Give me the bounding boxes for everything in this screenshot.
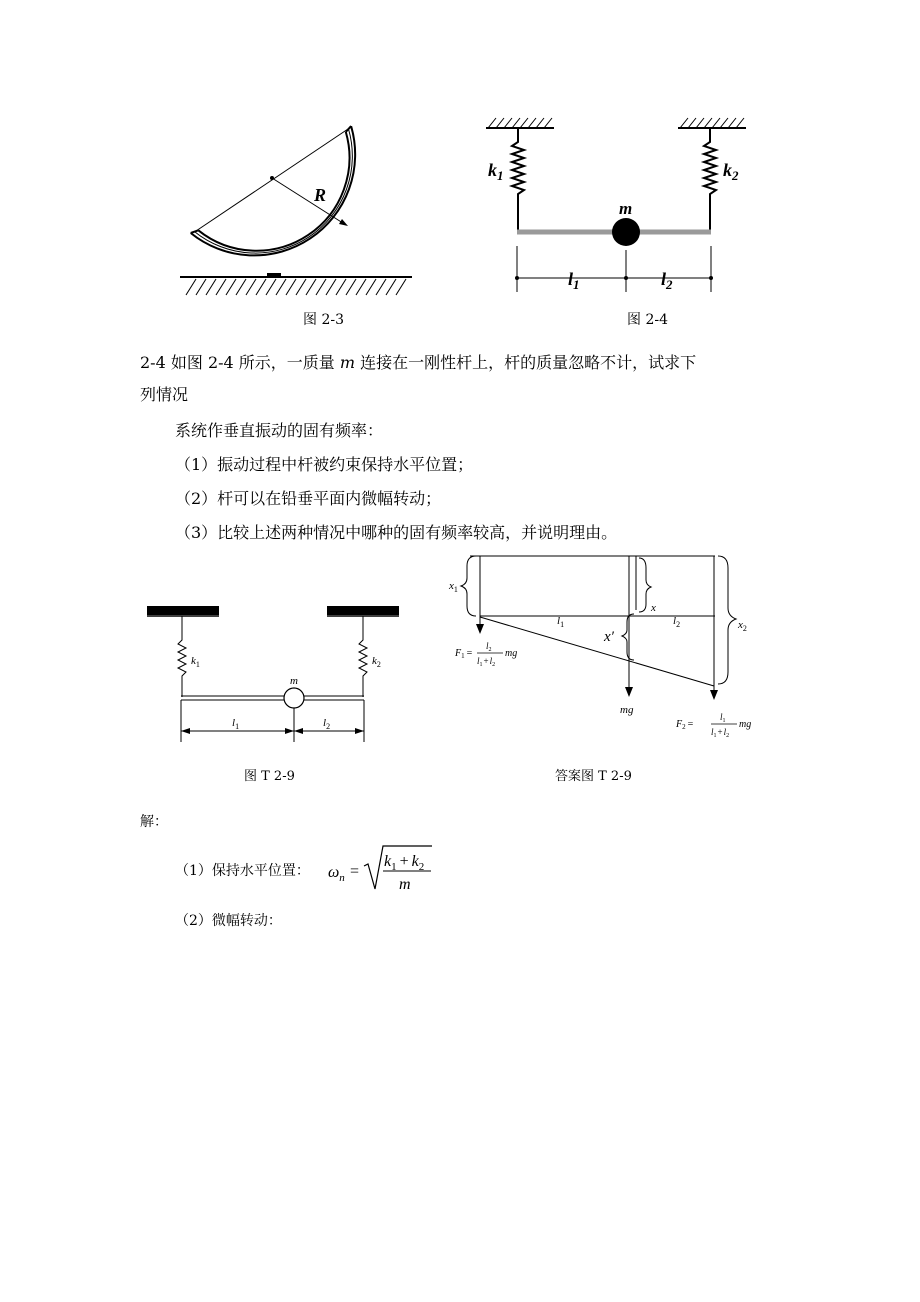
aft-label-mg: mg: [620, 704, 634, 716]
ft29-label-m: m: [290, 675, 298, 687]
problem-item-3: （3）比较上述两种情况中哪种的固有频率较高，并说明理由。: [175, 523, 618, 542]
aft-label-l1: $l_1$: [557, 615, 565, 629]
problem-line-3: 系统作垂直振动的固有频率：: [175, 421, 384, 440]
solution-item-1-label: （1）保持水平位置：: [175, 863, 310, 879]
aft-caption: 答案图 T 2-9: [555, 769, 632, 784]
fig24-label-l2: $l_2$: [661, 269, 673, 292]
problem-item-1: （1）振动过程中杆被约束保持水平位置；: [175, 455, 474, 474]
fig24-label-m: m: [619, 199, 633, 218]
formula-equals: =: [350, 863, 360, 880]
problem-item-2: （2）杆可以在铅垂平面内微幅转动；: [175, 489, 442, 508]
ft29-label-k2: $k_2$: [372, 655, 381, 669]
fig24-caption: 图 2-4: [627, 312, 668, 328]
solution-heading: 解：: [140, 814, 168, 830]
fig23-caption: 图 2-3: [303, 312, 344, 328]
aft-F1-lhs: $F_1$ =: [455, 648, 473, 660]
ft29-caption: 图 T 2-9: [244, 769, 295, 784]
aft-F1-den: $l_1+l_2$: [477, 656, 496, 668]
ft29-label-k1: $k_1$: [191, 655, 200, 669]
aft-label-x2: $x_2$: [738, 619, 747, 633]
fig24-label-l1: $l_1$: [568, 269, 580, 292]
aft-label-x1: $x_1$: [449, 580, 458, 594]
aft-label-x-prime: x′: [604, 629, 614, 645]
aft-F2-den: $l_1+l_2$: [711, 727, 730, 739]
aft-label-l2: $l_2$: [673, 615, 681, 629]
ft29-label-l2: $l_2$: [323, 717, 331, 731]
problem-mass-symbol: m: [339, 353, 356, 372]
aft-F1-num: $l_2$: [486, 641, 492, 653]
problem-line-2: 列情况: [140, 385, 189, 404]
solution-item-2-label: （2）微幅转动：: [175, 913, 282, 929]
fig24-label-k2: $k_2$: [723, 160, 739, 183]
aft-F2-suffix: mg: [739, 719, 752, 730]
aft-F2-num: $l_1$: [720, 712, 726, 724]
formula-denominator: m: [399, 876, 411, 893]
ft29-label-l1: $l_1$: [232, 717, 240, 731]
formula-numerator: $k_1 + k_2$: [384, 853, 425, 873]
aft-F1-suffix: mg: [505, 648, 518, 659]
aft-F2-lhs: $F_2$ =: [676, 719, 694, 731]
aft-label-x: x: [651, 602, 656, 614]
fig24-label-k1: $k_1$: [488, 160, 504, 183]
problem-line-1: 2-4 如图 2-4 所示，一质量 m 连接在一刚性杆上，杆的质量忽略不计，试求下: [140, 353, 697, 372]
formula-omega-n: $\omega_n$: [328, 864, 345, 884]
fig23-label-R: R: [314, 185, 327, 205]
